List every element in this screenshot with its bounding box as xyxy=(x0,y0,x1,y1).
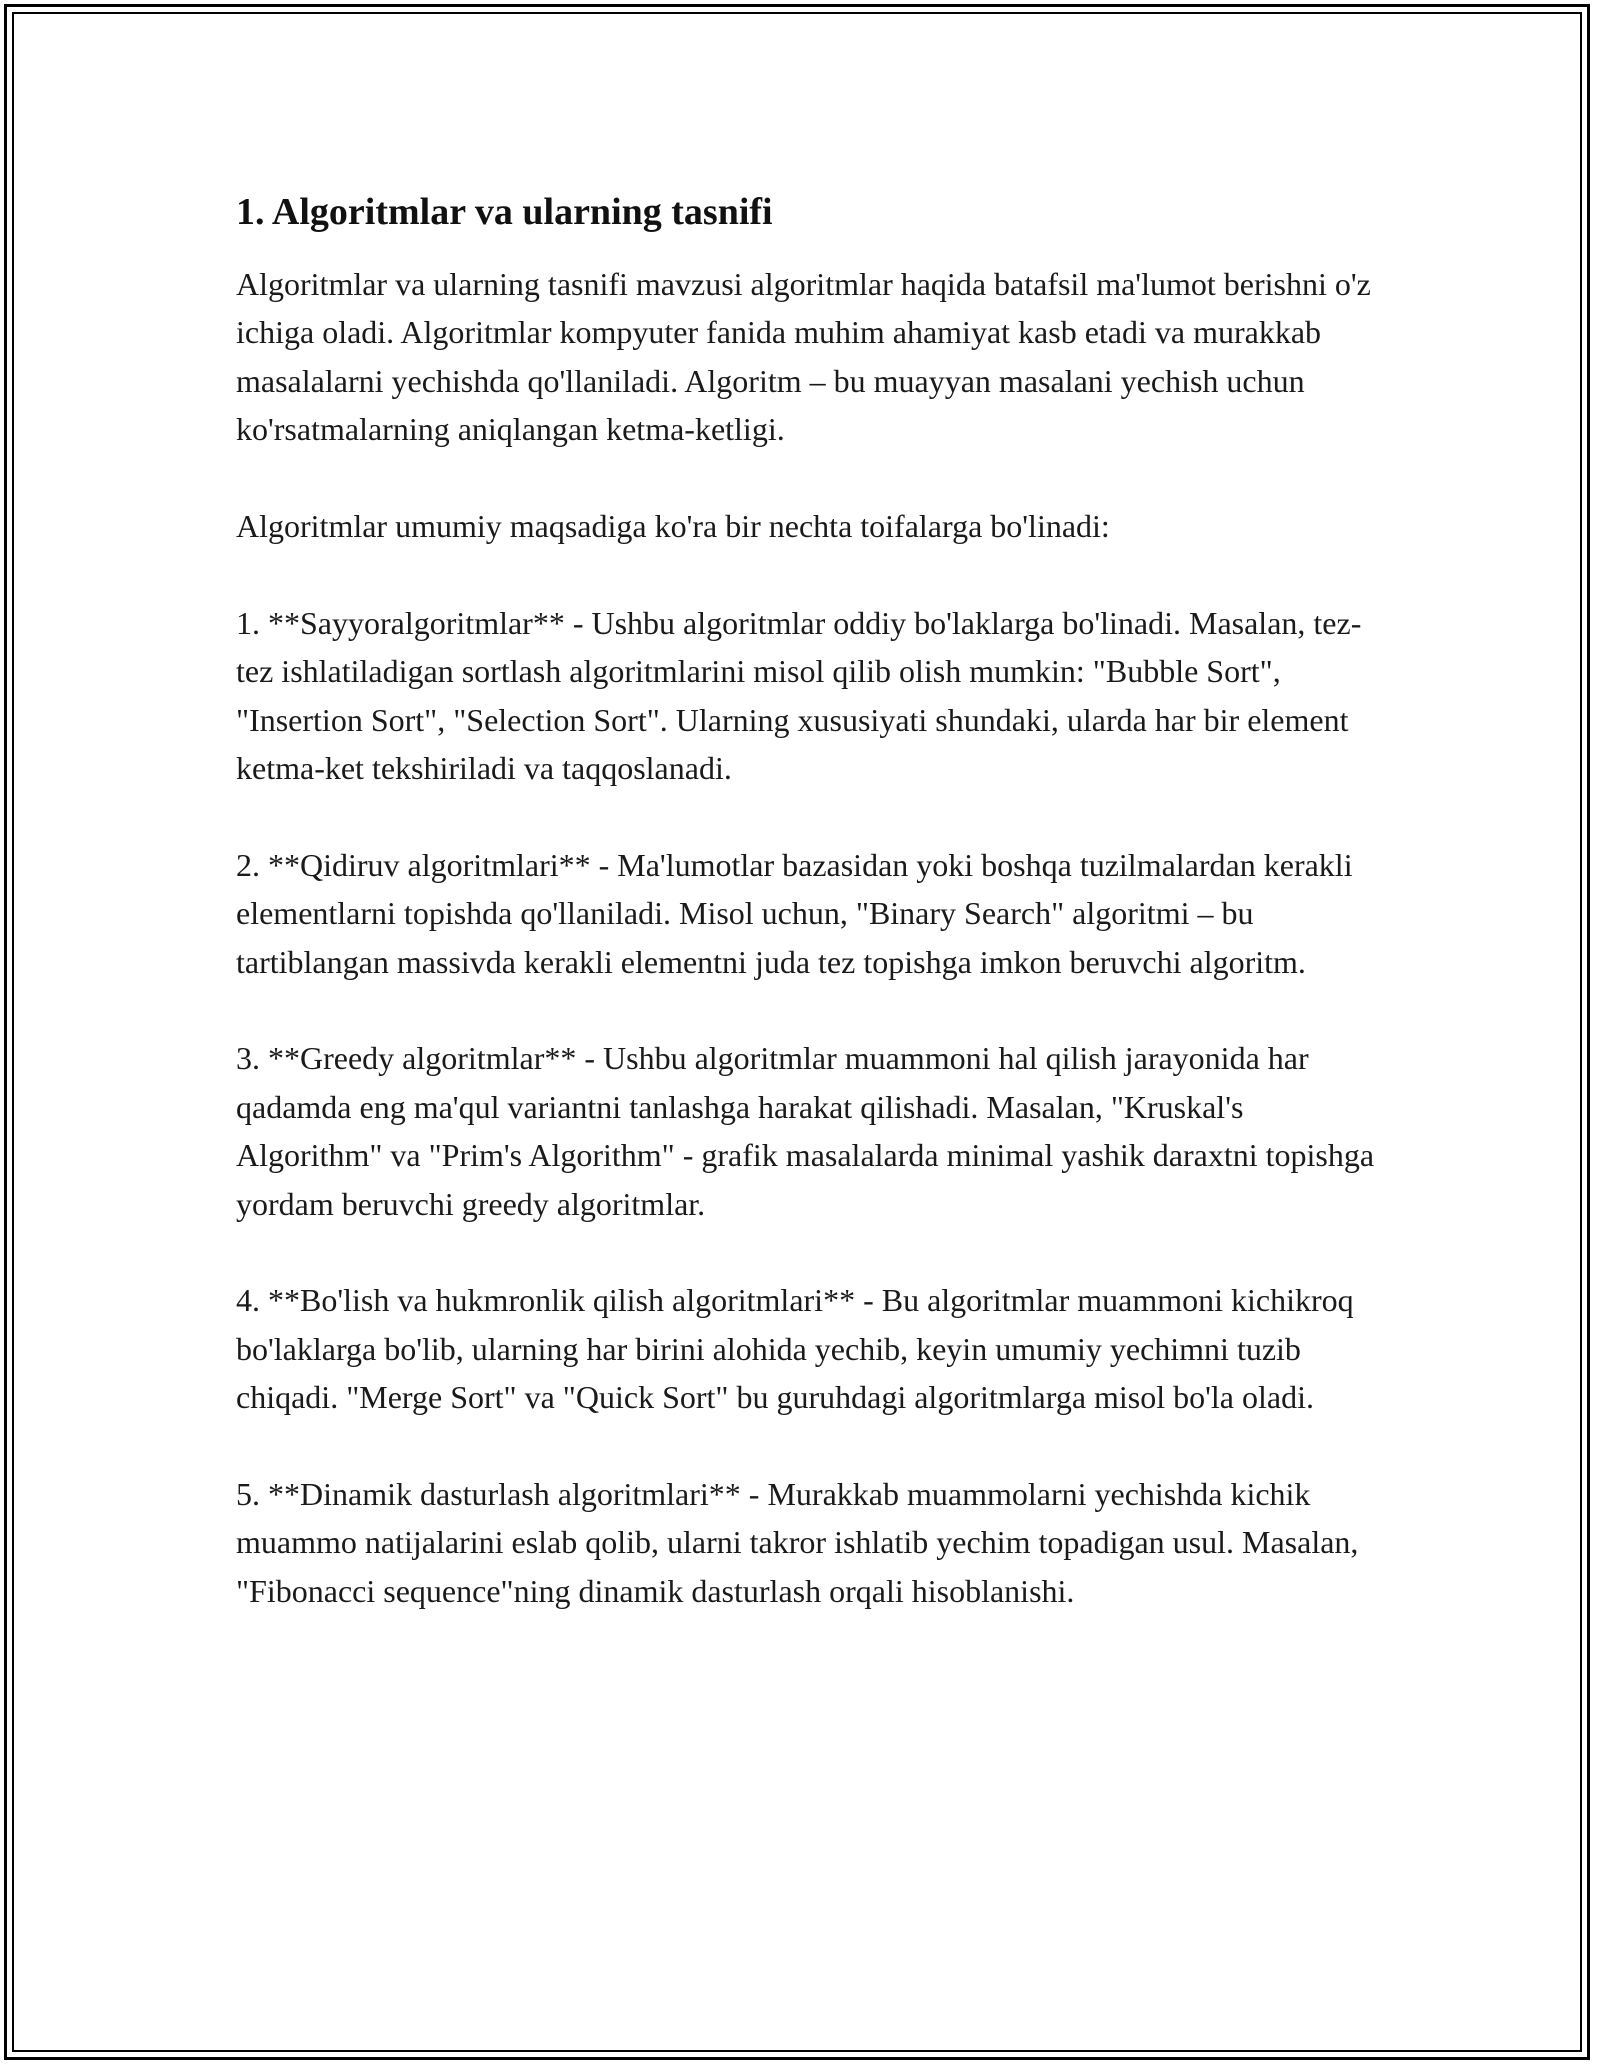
section-heading: 1. Algoritmlar va ularning tasnifi xyxy=(236,191,773,233)
list-item-greedy-algorithms: 3. **Greedy algoritmlar** - Ushbu algoritmlar muammoni hal qilish jarayonida har qadamda eng ma'qul variantni tanlashga harakat qilishadi. Masalan, "Kruskal's Algorithm" va "Prim's Algorithm" - grafik masalalarda minimal yashik daraxtni topishga yordam beruvchi greedy algoritmlar. xyxy=(236,1040,1375,1222)
list-item-sorting-algorithms: 1. **Sayyoralgoritmlar** - Ushbu algoritmlar oddiy bo'laklarga bo'linadi. Masalan, tez-tez ishlatiladigan sortlash algoritmlarini misol qilib olish mumkin: "Bubble Sort", "Insertion Sort", "Selection Sort". Ularning xususiyati shundaki, ularda har bir element ketma-ket tekshiriladi va taqqoslanadi. xyxy=(236,604,1362,787)
list-item-divide-and-conquer-algorithms: 4. **Bo'lish va hukmronlik qilish algoritmlari** - Bu algoritmlar muammoni kichikroq bo'laklarga bo'lib, ularning har birini alohida yechib, keyin umumiy yechimni tuzib chiqadi. "Merge Sort" va "Quick Sort" bu guruhdagi algoritmlarga misol bo'la oladi. xyxy=(236,1282,1354,1416)
categories-intro-paragraph: Algoritmlar umumiy maqsadiga ko'ra bir nechta toifalarga bo'linadi: xyxy=(236,508,1110,545)
document-body xyxy=(236,188,1376,1615)
list-item-search-algorithms: 2. **Qidiruv algoritmlari** - Ma'lumotlar bazasidan yoki boshqa tuzilmalardan kerakli elementlarni topishda qo'llaniladi. Misol uchun, "Binary Search" algoritmi – bu tartiblangan massivda kerakli elementni juda tez topishga imkon beruvchi algoritm. xyxy=(236,846,1353,980)
list-item-dynamic-programming-algorithms: 5. **Dinamik dasturlash algoritmlari** - Murakkab muammolarni yechishda kichik muammo natijalarini eslab qolib, ularni takror ishlatib yechim topadigan usul. Masalan, "Fibonacci sequence"ning dinamik dasturlash orqali hisoblanishi. xyxy=(236,1476,1359,1609)
intro-paragraph: Algoritmlar va ularning tasnifi mavzusi algoritmlar haqida batafsil ma'lumot berishni o'z ichiga oladi. Algoritmlar kompyuter fanida muhim ahamiyat kasb etadi va murakkab masalalarni yechishda qo'llaniladi. Algoritm – bu muayyan masalani yechish uchun ko'rsatmalarning aniqlangan ketma-ketligi. xyxy=(236,266,1371,448)
